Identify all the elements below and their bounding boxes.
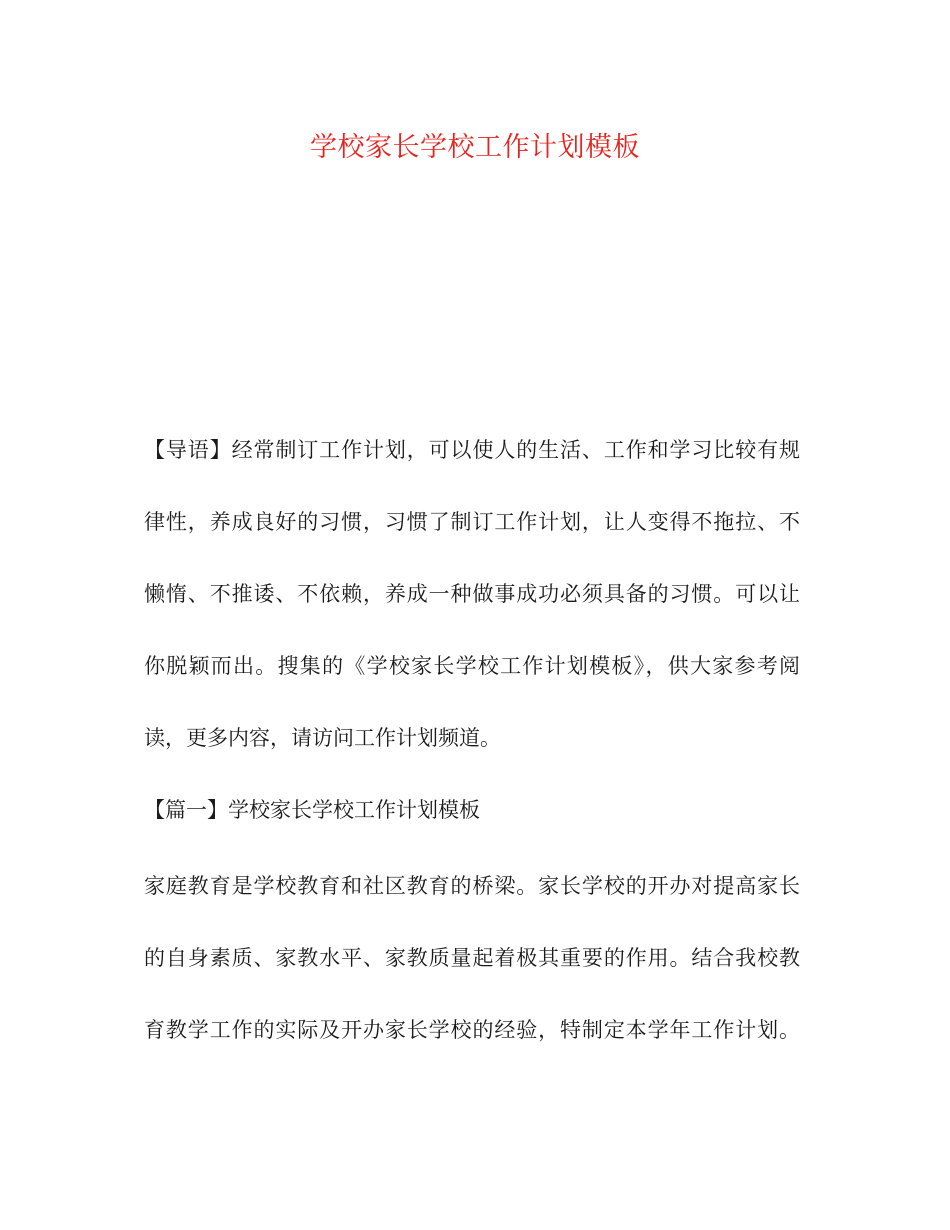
intro-line: 读，更多内容，请访问工作计划频道。 — [144, 726, 501, 750]
intro-line: 你脱颖而出。搜集的《学校家长学校工作计划模板》，供大家参考阅 — [144, 654, 800, 678]
intro-paragraph — [144, 430, 800, 790]
section-line: 家庭教育是学校教育和社区教育的桥梁。家长学校的开办对提高家长 — [144, 874, 800, 898]
section-line: 育教学工作的实际及开办家长学校的经验，特制定本学年工作计划。 — [144, 1018, 800, 1042]
section-paragraph — [144, 866, 800, 1082]
section-line: 的自身素质、家教水平、家教质量起着极其重要的作用。结合我校教 — [144, 946, 800, 970]
intro-line: 懒惰、不推诿、不依赖，养成一种做事成功必须具备的习惯。可以让 — [144, 582, 800, 606]
intro-line: 律性，养成良好的习惯，习惯了制订工作计划，让人变得不拖拉、不 — [144, 510, 800, 534]
document-title: 学校家长学校工作计划模板 — [310, 132, 640, 163]
section-heading: 【篇一】学校家长学校工作计划模板 — [144, 798, 480, 822]
intro-line: 【导语】经常制订工作计划，可以使人的生活、工作和学习比较有规 — [144, 438, 800, 462]
